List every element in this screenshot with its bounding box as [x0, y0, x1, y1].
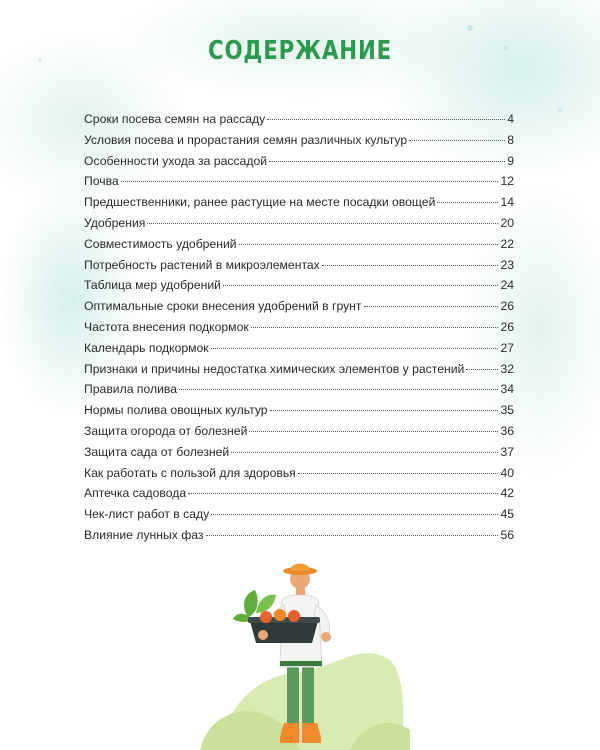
toc-entry-title: Правила полива [84, 382, 178, 397]
toc-entry-title: Оптимальные сроки внесения удобрений в грунт [84, 299, 362, 314]
dot-leader [223, 285, 498, 286]
table-of-contents [84, 112, 514, 549]
toc-entry-page-number: 4 [507, 112, 514, 126]
dot-leader [121, 181, 499, 182]
toc-entry-title: Защита огорода от болезней [84, 423, 248, 438]
toc-entry [84, 174, 514, 195]
dot-leader [249, 431, 498, 432]
toc-entry-title: Признаки и причины недостатка химических элементов у растений [84, 361, 465, 376]
toc-entry-title: Условия посева и прорастания семян различных культур [84, 132, 408, 147]
toc-entry-page-number: 20 [500, 215, 514, 230]
toc-entry-title: Чек-лист работ в саду [84, 507, 210, 522]
toc-entry-title: Особенности ухода за рассадой [84, 153, 268, 168]
dot-leader [364, 306, 499, 307]
toc-entry-title: Таблица мер удобрений [84, 278, 221, 293]
page-title: СОДЕРЖАНИЕ [207, 36, 392, 66]
toc-entry-page-number: 32 [500, 361, 514, 376]
dot-leader [179, 389, 498, 390]
dot-leader [466, 369, 498, 370]
toc-entry [84, 403, 514, 424]
toc-entry [84, 237, 514, 258]
gardener-with-vegetable-basket-icon [200, 555, 410, 750]
toc-entry-title: Частота внесения подкормок [84, 319, 249, 334]
toc-entry [84, 424, 514, 445]
toc-entry-page-number: 45 [500, 507, 514, 522]
toc-entry [84, 112, 514, 133]
toc-entry [84, 341, 514, 362]
toc-entry [84, 445, 514, 466]
dot-leader [298, 473, 499, 474]
toc-entry [84, 216, 514, 237]
toc-entry-title: Защита сада от болезней [84, 444, 230, 459]
toc-entry [84, 299, 514, 320]
dot-leader [239, 244, 499, 245]
toc-entry-page-number: 27 [500, 340, 514, 355]
toc-entry-title: Сроки посева семян на рассаду [84, 112, 266, 126]
toc-entry-title: Как работать с пользой для здоровья [84, 465, 296, 480]
dot-leader [188, 493, 498, 494]
toc-entry-page-number: 22 [500, 236, 514, 251]
toc-entry [84, 258, 514, 279]
dot-leader [269, 161, 505, 162]
toc-entry-page-number: 24 [500, 278, 514, 293]
toc-entry-title: Нормы полива овощных культур [84, 403, 268, 418]
toc-entry-title: Аптечка садовода [84, 486, 187, 501]
toc-entry-page-number: 40 [500, 465, 514, 480]
dot-leader [231, 452, 498, 453]
toc-entry-page-number: 8 [507, 132, 514, 147]
toc-entry-page-number: 26 [500, 299, 514, 314]
toc-entry-title: Потребность растений в микроэлементах [84, 257, 320, 272]
toc-entry-title: Почва [84, 174, 119, 189]
toc-entry [84, 507, 514, 528]
dot-leader [322, 265, 499, 266]
toc-entry-title: Календарь подкормок [84, 340, 209, 355]
dot-leader [206, 535, 499, 536]
toc-entry-title: Удобрения [84, 215, 146, 230]
dot-leader [437, 202, 498, 203]
toc-entry-page-number: 37 [500, 444, 514, 459]
toc-entry [84, 278, 514, 299]
toc-entry [84, 362, 514, 383]
toc-entry [84, 528, 514, 549]
toc-entry-page-number: 23 [500, 257, 514, 272]
toc-entry-page-number: 26 [500, 319, 514, 334]
toc-entry-page-number: 42 [500, 486, 514, 501]
toc-entry [84, 133, 514, 154]
toc-entry-title: Предшественники, ранее растущие на месте посадки овощей [84, 195, 436, 210]
toc-entry-page-number: 36 [500, 423, 514, 438]
toc-entry-page-number: 56 [500, 527, 514, 542]
toc-entry-page-number: 14 [500, 195, 514, 210]
dot-leader [267, 119, 505, 120]
toc-entry-page-number: 9 [507, 153, 514, 168]
toc-entry [84, 195, 514, 216]
toc-entry-title: Совместимость удобрений [84, 236, 237, 251]
dot-leader [251, 327, 499, 328]
toc-entry [84, 486, 514, 507]
toc-entry-title: Влияние лунных фаз [84, 527, 204, 542]
dot-leader [270, 410, 499, 411]
dot-leader [147, 223, 498, 224]
toc-entry-page-number: 12 [500, 174, 514, 189]
toc-entry [84, 154, 514, 175]
dot-leader [211, 348, 499, 349]
dot-leader [211, 514, 498, 515]
dot-leader [409, 140, 505, 141]
toc-entry [84, 466, 514, 487]
toc-entry-page-number: 35 [500, 403, 514, 418]
toc-entry-page-number: 34 [500, 382, 514, 397]
toc-entry [84, 382, 514, 403]
toc-entry [84, 320, 514, 341]
